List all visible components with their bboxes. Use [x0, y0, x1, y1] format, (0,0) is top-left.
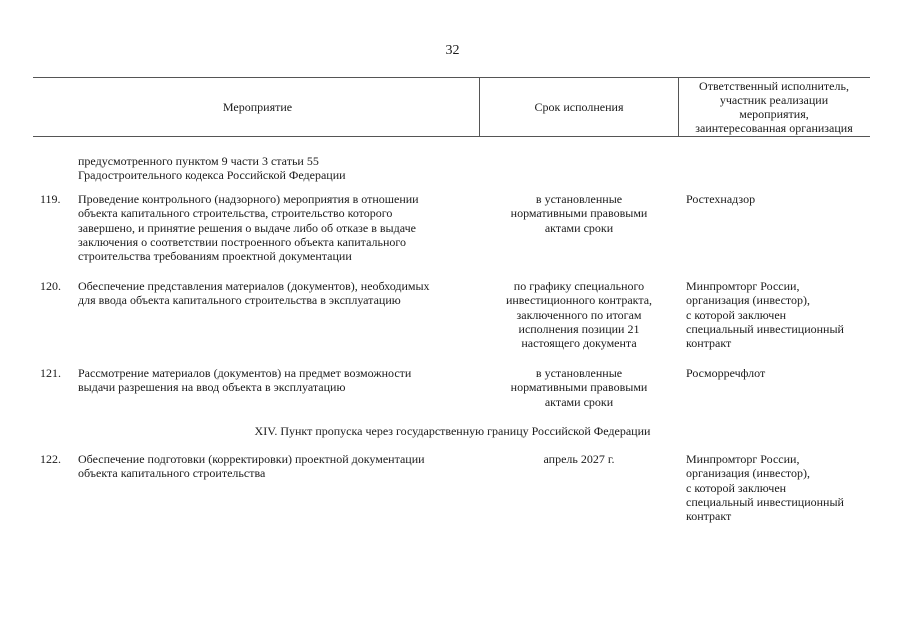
table-header-top-rule — [33, 77, 870, 78]
continuation-line: предусмотренного пунктом 9 части 3 статьи 55 — [78, 154, 319, 168]
row-event — [78, 366, 411, 395]
row-deadline — [480, 452, 678, 466]
row-deadline — [480, 192, 678, 235]
row-event — [78, 192, 419, 263]
row-deadline — [480, 279, 678, 350]
event-line: Обеспечение представления материалов (документов), необходимых — [78, 279, 430, 293]
deadline-line: в установленные — [535, 192, 623, 206]
row-responsible — [686, 279, 844, 350]
row-number: 122. — [40, 452, 61, 466]
row-event — [78, 452, 425, 481]
header-responsible-line: участник реализации — [719, 93, 829, 107]
responsible-line: специальный инвестиционный — [686, 321, 844, 336]
deadline-line: в установленные — [535, 366, 623, 380]
deadline-line: исполнения позиции 21 — [518, 321, 640, 336]
row-event — [78, 279, 430, 308]
event-line: для ввода объекта капитального строительства в эксплуатацию — [78, 293, 401, 308]
section-title: XIV. Пункт пропуска через государственную границу Российской Федерации — [254, 424, 651, 438]
continuation-line: Градостроительного кодекса Российской Федерации — [78, 168, 346, 183]
deadline-line: актами сроки — [544, 220, 614, 235]
responsible-line: с которой заключен — [686, 307, 787, 322]
table-header-bottom-rule — [33, 136, 870, 137]
responsible-line: Росморречфлот — [686, 366, 766, 380]
deadline-line: нормативными правовыми — [510, 380, 648, 395]
responsible-line: Минпромторг России, — [686, 452, 800, 466]
header-responsible-line: Ответственный исполнитель, — [699, 79, 849, 93]
deadline-line: настоящего документа — [521, 336, 637, 351]
responsible-line: организация (инвестор), — [686, 293, 810, 308]
responsible-line: Ростехнадзор — [686, 192, 756, 206]
responsible-line: специальный инвестиционный — [686, 494, 844, 509]
header-event: Мероприятие — [222, 100, 293, 114]
responsible-line: Минпромторг России, — [686, 279, 800, 293]
row-number: 119. — [40, 192, 61, 206]
header-responsible — [679, 79, 869, 135]
event-line: Обеспечение подготовки (корректировки) проектной документации — [78, 452, 425, 466]
responsible-line: с которой заключен — [686, 480, 787, 495]
header-responsible-line: заинтересованная организация — [695, 121, 853, 135]
continuation-text — [78, 154, 346, 183]
event-line: завершено, и принятие решения о выдаче либо об отказе в выдаче — [78, 220, 416, 235]
event-line: выдачи разрешения на ввод объекта в эксплуатацию — [78, 380, 346, 395]
responsible-line: контракт — [686, 336, 732, 351]
responsible-line: организация (инвестор), — [686, 466, 810, 481]
deadline-line: актами сроки — [544, 394, 614, 409]
row-responsible — [686, 452, 844, 523]
row-responsible — [686, 192, 755, 206]
event-line: объекта капитального строительства — [78, 466, 266, 481]
event-line: Проведение контрольного (надзорного) мероприятия в отношении — [78, 192, 419, 206]
event-line: заключения о соответствии построенного объекта капитального — [78, 234, 407, 249]
deadline-line: заключенного по итогам — [516, 307, 642, 322]
row-number: 121. — [40, 366, 61, 380]
header-responsible-line: мероприятия, — [739, 107, 809, 121]
deadline-line: апрель 2027 г. — [543, 452, 615, 466]
event-line: объекта капитального строительства, строительство которого — [78, 206, 393, 221]
row-responsible — [686, 366, 765, 380]
deadline-line: нормативными правовыми — [510, 206, 648, 221]
responsible-line: контракт — [686, 509, 732, 524]
deadline-line: по графику специального — [513, 279, 645, 293]
header-deadline: Срок исполнения — [534, 100, 624, 114]
deadline-line: инвестиционного контракта, — [505, 293, 653, 308]
row-deadline — [480, 366, 678, 409]
event-line: Рассмотрение материалов (документов) на предмет возможности — [78, 366, 412, 380]
event-line: строительства требованиям проектной документации — [78, 249, 352, 264]
page-number: 32 — [445, 43, 460, 58]
row-number: 120. — [40, 279, 61, 293]
